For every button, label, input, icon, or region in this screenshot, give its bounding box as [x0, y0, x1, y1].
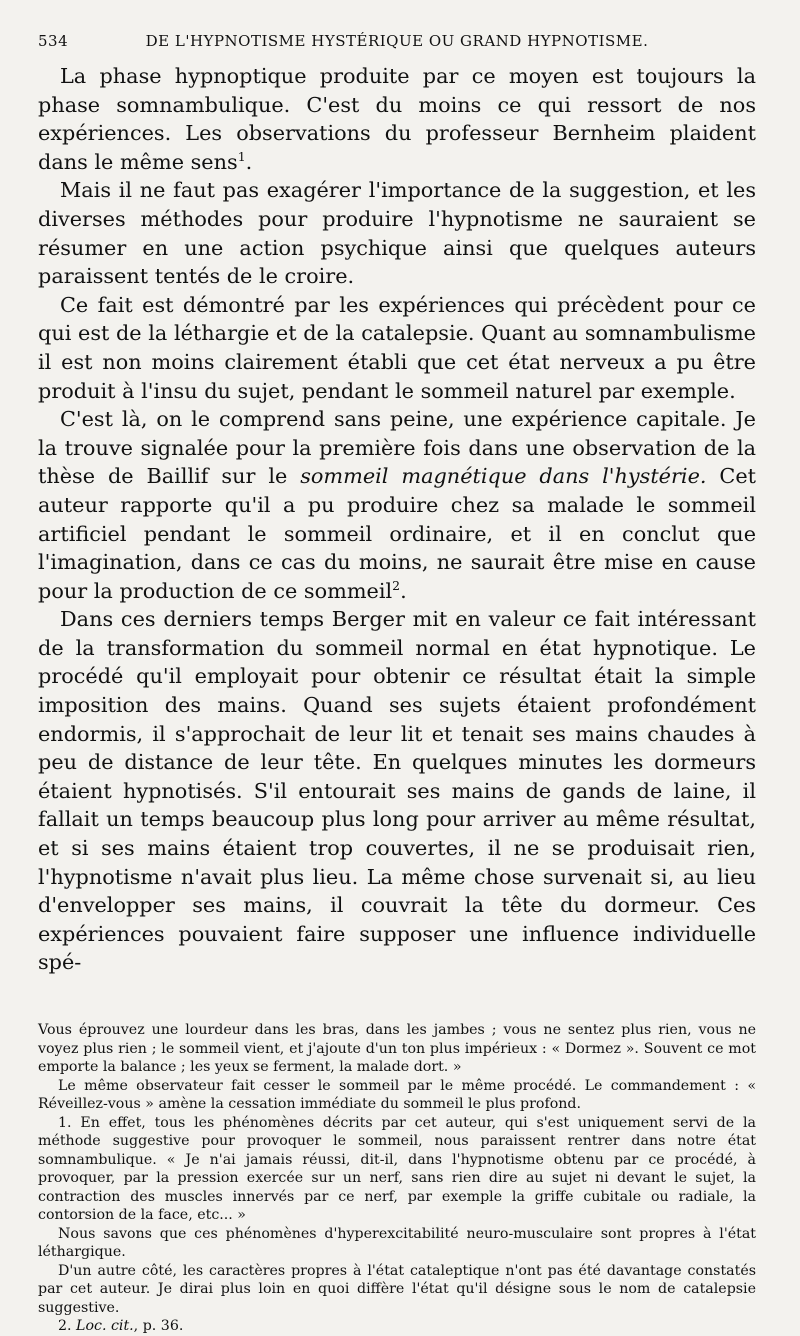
paragraph-1: La phase hypnoptique produite par ce moyen est toujours la phase somnambulique. C'est du moins ce qui ressort de nos expériences. Les observations du professeur Bernheim plaident dans le même sens$^1$. [38, 64, 756, 174]
footnote-paragraph: Nous savons que ces phénomènes d'hyperexcitabilité neuro-musculaire sont propres à l'état léthargique. [38, 1225, 756, 1260]
paragraph-5: Dans ces derniers temps Berger mit en valeur ce fait intéressant de la transformation du sommeil normal en état hypnotique. Le procédé qu'il employait pour obtenir ce résultat était la simple imposition des mains. Quand ses sujets étaient profondément endormis, il s'approchait de leur lit et tenait ses mains chaudes à peu de distance de leur tête. En quelques minutes les dormeurs étaient hypnotisés. S'il entourait ses mains de gands de laine, il fallait un temps beaucoup plus long pour arriver au même résultat, et si ses mains étaient trop couvertes, il ne se produisait rien, l'hypnotisme n'avait plus lieu. La même chose survenait si, au lieu d'envelopper ses mains, il couvrait la tête du dormeur. Ces expériences pouvaient faire supposer une influence individuelle spé- [38, 607, 756, 975]
footnote-2: 2. Loc. cit., p. 36. [58, 1318, 184, 1334]
paragraph-2: Mais il ne faut pas exagérer l'importance de la suggestion, et les diverses méthodes pour produire l'hypnotisme ne sauraient se résumer en une action psychique ainsi que quelques auteurs paraissent tentés de le croire. [38, 178, 756, 289]
main-text [38, 62, 756, 977]
footnote-ref-1[interactable]: 1 [237, 148, 246, 164]
footnote-paragraph: D'un autre côté, les caractères propres à l'état cataleptique n'ont pas été davantage constatés par cet auteur. Je dirai plus loin en quoi diffère l'état qu'il désigne sous le nom de catalepsie suggestive. [38, 1262, 756, 1316]
footnote-paragraph: Le même observateur fait cesser le sommeil par le même procédé. Le commandement : « Réveillez-vous » amène la cessation immédiate du sommeil le plus profond. [38, 1077, 756, 1112]
running-header [38, 32, 756, 50]
footnote-continuation: Vous éprouvez une lourdeur dans les bras, dans les jambes ; vous ne sentez plus rien, vous ne voyez plus rien ; le sommeil vient, et j'ajoute d'un ton plus impérieux : « Dormez ». Souvent ce mot emporte la balance ; les yeux se ferment, la malade dort. » [38, 1022, 756, 1075]
paragraph-4: C'est là, on le comprend sans peine, une expérience capitale. Je la trouve signalée pour la première fois dans une observation de la thèse de Baillif sur le sommeil magnétique dans l'hystérie. Cet auteur rapporte qu'il a pu produire chez sa malade le sommeil artificiel pendant le sommeil ordinaire, et il en conclut que l'imagination, dans ce cas du moins, ne saurait être mise en cause pour la production de ce sommeil$^2$. [38, 407, 756, 603]
page-number: 534 [38, 32, 69, 50]
running-title: DE L'HYPNOTISME HYSTÉRIQUE OU GRAND HYPNOTISME. [145, 32, 649, 50]
paragraph-3: Ce fait est démontré par les expériences qui précèdent pour ce qui est de la léthargie et de la catalepsie. Quant au somnambulisme il est non moins clairement établi que cet état nerveux a pu être produit à l'insu du sujet, pendant le sommeil naturel par exemple. [38, 292, 756, 403]
footnotes [38, 1021, 756, 1336]
book-title-italic: sommeil magnétique dans l'hystérie. [300, 464, 707, 489]
footnote-1: 1. En effet, tous les phénomènes décrits par cet auteur, qui s'est uniquement servi de la méthode suggestive pour provoquer le sommeil, nous paraissent rentrer dans notre état somnambulique. « Je n'ai jamais réussi, dit-il, dans l'hypnotisme obtenu par ce procédé, à provoquer, par la pression exercée sur un nerf, sans rien dire au sujet ni devant le sujet, la contraction des muscles innervés par ce nerf, par exemple la griffe cubitale ou radiale, la contorsion de la face, etc... » [38, 1114, 756, 1223]
footnote-ref-2[interactable]: 2 [392, 577, 401, 593]
